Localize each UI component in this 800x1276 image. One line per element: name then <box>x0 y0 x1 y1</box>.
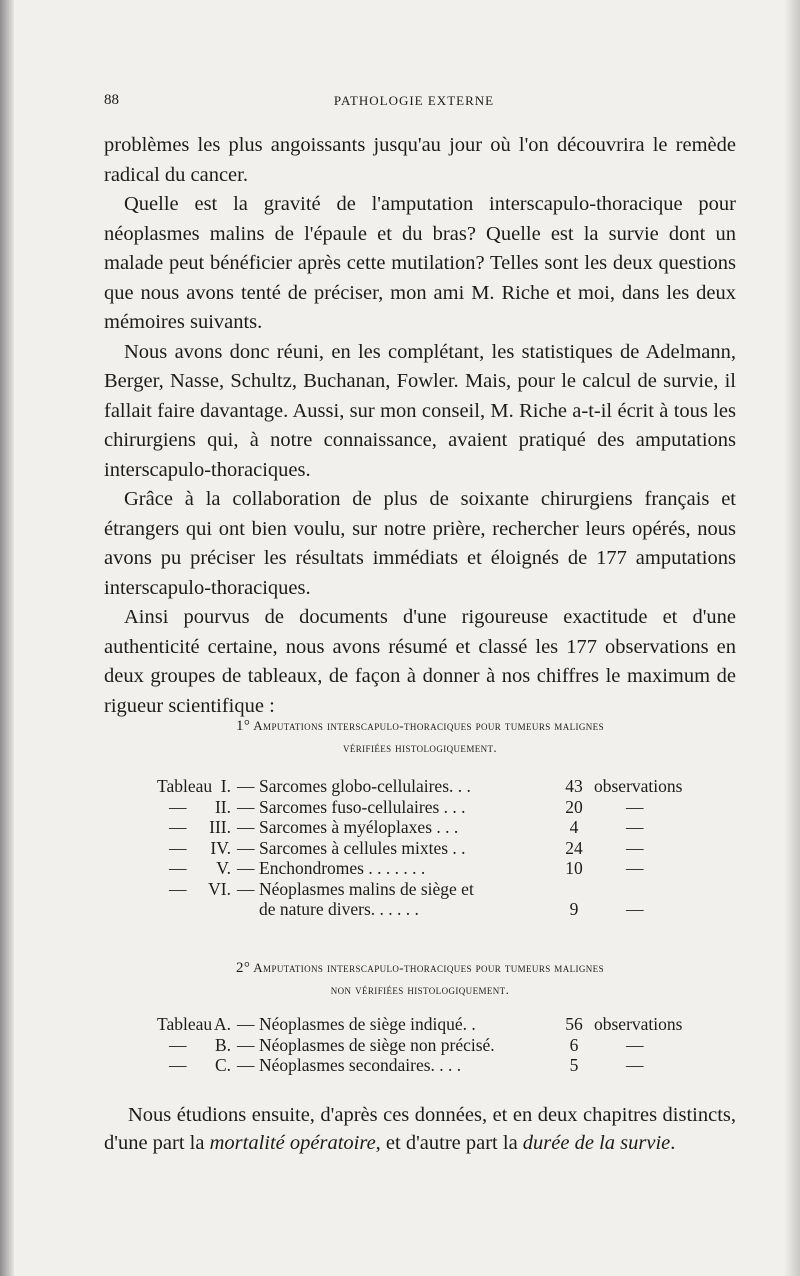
section-1-heading <box>104 715 736 759</box>
table-row <box>157 1055 717 1076</box>
row-label: — <box>169 837 187 858</box>
closing-paragraph <box>104 1101 736 1157</box>
row-description: Néoplasmes de siège indiqué. . <box>259 1014 476 1034</box>
row-dash: — <box>237 1055 255 1075</box>
row-description: Néoplasmes de siège non précisé. <box>259 1034 495 1055</box>
row-numeral: VI. <box>208 878 231 899</box>
row-numeral: C. <box>214 1055 231 1075</box>
row-numeral: I. <box>220 776 231 796</box>
table-row <box>157 776 717 797</box>
row-description: Sarcomes fuso-cellulaires . . . <box>259 796 466 817</box>
row-description: Enchondromes . . . . . . . <box>259 858 426 878</box>
row-unit: — <box>626 1034 644 1055</box>
row-dash: — <box>237 1034 255 1055</box>
page-number: 88 <box>104 92 119 108</box>
row-dash: — <box>237 858 255 878</box>
section-number: 2° <box>236 960 251 976</box>
row-numeral: V. <box>216 858 231 878</box>
paragraph: Grâce à la collaboration de plus de soixante chirurgiens français et étrangers qui ont bien voulu, sur notre prière, rechercher leurs opérés, nous avons pu préciser les résultats immédiats et éloignés de 177 amputations interscapulo-thoraciques. <box>104 488 736 599</box>
closing-text: . <box>670 1132 676 1154</box>
row-numeral: II. <box>214 796 231 817</box>
paragraph: Nous avons donc réuni, en les complétant, les statistiques de Adelmann, Berger, Nasse, Schultz, Buchanan, Fowler. Mais, pour le calcul de survie, il fallait faire davantage. Aussi, sur mon conseil, M. Riche a-t-il écrit à tous les chirurgiens qui, à notre connaissance, avaient pratiqué des amputations interscapulo-thoraciques. <box>104 340 736 481</box>
italic-term: mortalité opératoire <box>209 1132 376 1154</box>
row-description: Sarcomes globo-cellulaires. . . <box>259 776 471 796</box>
row-count: 20 <box>565 796 583 817</box>
row-unit: — <box>626 817 644 837</box>
table-row <box>157 858 717 879</box>
closing-text: , et d'autre part la <box>375 1132 518 1154</box>
section-number: 1° <box>236 718 251 734</box>
italic-term: durée de la survie <box>522 1132 671 1154</box>
row-description: Sarcomes à myéloplaxes . . . <box>259 817 459 837</box>
row-numeral: A. <box>213 1014 231 1034</box>
table-row <box>157 879 717 900</box>
row-numeral: IV. <box>210 837 231 858</box>
row-dash: — <box>237 817 255 837</box>
row-numeral: III. <box>209 817 231 837</box>
row-label: Tableau <box>157 1014 213 1034</box>
table-row <box>157 1014 717 1035</box>
closing-text: Nous étudions ensuite, d'après ces données, et en deux chapitres distincts, d'une part la <box>104 1104 736 1154</box>
row-count: 5 <box>569 1055 579 1075</box>
row-count: 56 <box>565 1014 583 1034</box>
page-header <box>104 92 724 112</box>
row-label: Tableau <box>157 776 213 796</box>
table-row <box>157 1035 717 1056</box>
section-heading-line: Amputations interscapulo-thoraciques pour tumeurs malignes <box>253 718 604 733</box>
row-count: 9 <box>569 899 579 919</box>
row-unit: — <box>626 858 644 878</box>
row-dash: — <box>237 1014 255 1034</box>
row-numeral: B. <box>214 1034 231 1055</box>
paragraph: Ainsi pourvus de documents d'une rigoureuse exactitude et d'une authenticité certaine, nous avons résumé et classé les 177 observations en deux groupes de tableaux, de façon à donner à nos chiffres le maximum de rigueur scientifique : <box>104 606 736 717</box>
section-2-table <box>157 1014 717 1076</box>
row-description: Néoplasmes secondaires. . . . <box>259 1055 462 1075</box>
row-label: — <box>169 1034 187 1055</box>
row-unit: — <box>626 899 644 919</box>
row-label: — <box>169 878 187 899</box>
table-row <box>157 838 717 859</box>
row-count: 6 <box>569 1034 579 1055</box>
table-row <box>157 899 717 920</box>
table-row <box>157 817 717 838</box>
row-description: Sarcomes à cellules mixtes . . <box>259 837 466 858</box>
section-1-table <box>157 776 717 920</box>
row-label: — <box>169 1055 187 1075</box>
row-count: 24 <box>565 837 583 858</box>
row-description: de nature divers. . . . . . <box>259 899 419 919</box>
row-unit: observations <box>594 776 683 796</box>
body-text <box>104 131 736 721</box>
running-title: PATHOLOGIE EXTERNE <box>333 93 495 108</box>
row-count: 4 <box>569 817 579 837</box>
paragraph: Quelle est la gravité de l'amputation interscapulo-thoracique pour néoplasmes malins de l'épaule et du bras? Quelle est la survie dont un malade peut bénéficier après cette mutilation? Telles sont les deux questions que nous avons tenté de préciser, mon ami M. Riche et moi, dans les deux mémoires suivants. <box>104 193 736 333</box>
row-unit: — <box>626 837 644 858</box>
table-row <box>157 797 717 818</box>
section-heading-line: non vérifiées histologiquement. <box>330 982 510 997</box>
row-dash: — <box>237 878 255 899</box>
section-heading-line: Amputations interscapulo-thoraciques pour tumeurs malignes <box>253 960 604 975</box>
row-unit: — <box>626 796 644 817</box>
row-label: — <box>169 796 187 817</box>
row-dash: — <box>237 776 255 796</box>
row-count: 43 <box>565 776 583 796</box>
row-unit: — <box>626 1055 644 1075</box>
row-description: Néoplasmes malins de siège et <box>259 878 474 899</box>
section-heading-line: vérifiées histologiquement. <box>342 740 498 755</box>
row-label: — <box>169 817 187 837</box>
section-2-heading <box>104 957 736 1001</box>
row-dash: — <box>237 837 255 858</box>
row-label: — <box>169 858 187 878</box>
row-dash: — <box>237 796 255 817</box>
paragraph: problèmes les plus angoissants jusqu'au jour où l'on découvrira le remède radical du cancer. <box>104 134 736 186</box>
row-unit: observations <box>594 1014 683 1034</box>
row-count: 10 <box>565 858 583 878</box>
